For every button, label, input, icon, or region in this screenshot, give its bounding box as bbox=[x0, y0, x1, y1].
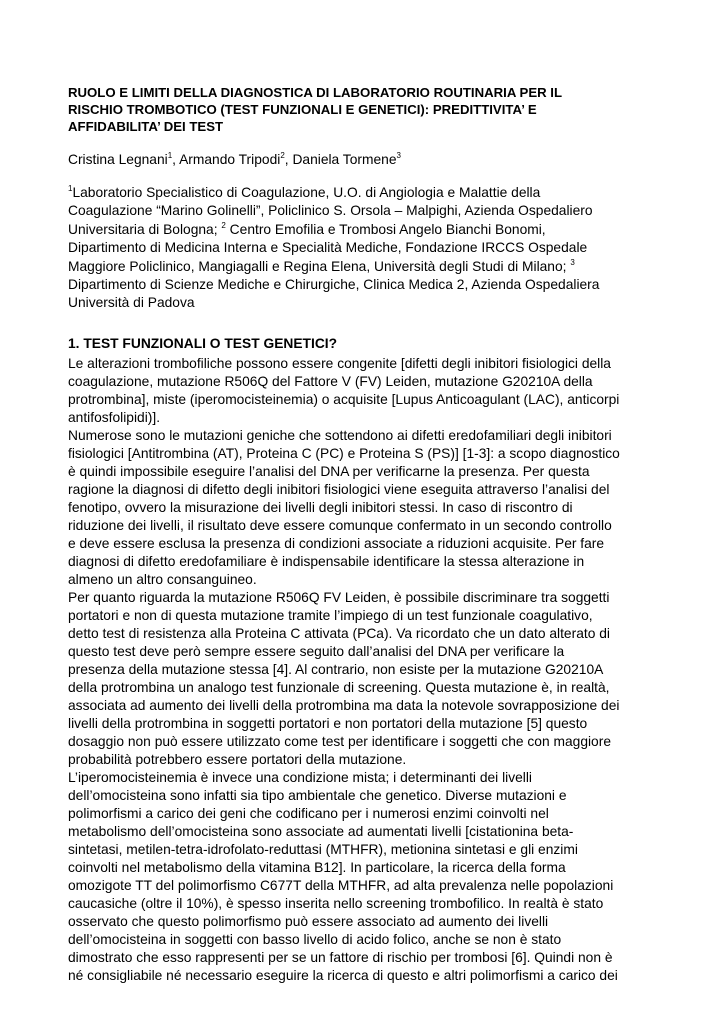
text-line: omozigote TT del polimorfismo C677T della MTHFR, ad alta prevalenza nelle popolazioni bbox=[68, 878, 614, 893]
document-title bbox=[68, 84, 648, 136]
text-line: ragione la diagnosi di difetto degli inibitori fisiologici viene eseguita attraverso l’analisi del bbox=[68, 482, 610, 497]
text-line: caucasiche (oltre il 10%), è spesso inserita nello screening trombofilico. In realtà è stato bbox=[68, 896, 604, 911]
text-line: dell’omocisteina in soggetti con basso livello di acido folico, anche se non è stato bbox=[68, 932, 562, 947]
title-line: AFFIDABILITA’ DEI TEST bbox=[68, 119, 224, 135]
text-line: diagnosi di difetto eredofamiliare è indispensabile identificare la stessa alterazione in bbox=[68, 554, 585, 569]
affiliation-line: Dipartimento di Medicina Interna e Specialità Mediche, Fondazione IRCCS Ospedale bbox=[68, 240, 588, 256]
text-line: coagulazione, mutazione R506Q del Fattore V (FV) Leiden, mutazione G20210A della bbox=[68, 374, 593, 389]
author-affiliation-marker: 1 bbox=[167, 151, 173, 160]
text-line: fenotipo, ovvero la misurazione dei livelli degli inibitori stessi. In caso di riscontro di bbox=[68, 500, 573, 515]
text-line: detto test di resistenza alla Proteina C attivata (PCa). Va ricordato che un dato alterato di bbox=[68, 626, 610, 641]
text-line: dosaggio non può essere utilizzato come test per identificare i soggetti che con maggiore bbox=[68, 734, 611, 749]
affiliation-line: Maggiore Policlinico, Mangiagalli e Regina Elena, Università degli Studi di Milano; $^3$ bbox=[68, 257, 575, 274]
text-line: sintetasi, metilen-tetra-idrofolato-reduttasi (MTHFR), metionina sintetasi e gli enzimi bbox=[68, 842, 578, 857]
text-line: Numerose sono le mutazioni geniche che sottendono ai difetti eredofamiliari degli inibitori bbox=[68, 428, 612, 443]
text-line: L’iperomocisteinemia è invece una condizione mista; i determinanti dei livelli bbox=[68, 770, 532, 785]
text-line: portatori e non di questa mutazione tramite l’impiego di un test funzionale coagulativo, bbox=[68, 608, 593, 623]
text-line: è quindi impossibile eseguire l’analisi del DNA per verificarne la presenza. Per questa bbox=[68, 464, 590, 479]
section-heading: 1. TEST FUNZIONALI O TEST GENETICI? bbox=[68, 336, 338, 351]
title-line: RISCHIO TROMBOTICO (TEST FUNZIONALI E GENETICI): PREDITTIVITA’ E bbox=[68, 102, 537, 118]
text-line: coinvolti nel metabolismo della vitamina B12]. In particolare, la ricerca della forma bbox=[68, 860, 566, 875]
author-list bbox=[68, 152, 401, 167]
affiliation-line: Universitaria di Bologna; $^2$ Centro Emofilia e Trombosi Angelo Bianchi Bonomi, bbox=[68, 220, 546, 237]
text-line: metabolismo dell’omocisteina sono associate ad aumentati livelli [cistationina beta- bbox=[68, 824, 574, 839]
title-line: RUOLO E LIMITI DELLA DIAGNOSTICA DI LABORATORIO ROUTINARIA PER IL bbox=[68, 85, 563, 100]
author-affiliation-marker: 3 bbox=[396, 151, 401, 160]
author-name: Armando Tripodi bbox=[179, 152, 281, 167]
paragraph bbox=[68, 769, 668, 985]
affiliation-line: $^1$Laboratorio Specialistico di Coagulazione, U.O. di Angiologia e Malattie della bbox=[68, 184, 541, 200]
text-line: della protrombina un analogo test funzionale di screening. Questa mutazione è, in realtà, bbox=[68, 680, 610, 695]
author-name: Cristina Legnani bbox=[68, 152, 168, 167]
author-affiliation-marker: 2 bbox=[280, 151, 285, 160]
text-line: associata ad aumento dei livelli della protrombina ma data la notevole sovrapposizione dei bbox=[68, 698, 620, 713]
text-line: antifosfolipidi)]. bbox=[68, 410, 161, 425]
text-line: protrombina], miste (iperomocisteinemia) o acquisite [Lupus Anticoagulant (LAC), anticorpi bbox=[68, 392, 620, 407]
text-line: almeno un altro consanguineo. bbox=[68, 572, 257, 587]
affiliation-line: Università di Padova bbox=[68, 295, 195, 311]
affiliations bbox=[68, 184, 668, 313]
affiliation-marker: 2 bbox=[221, 220, 226, 230]
affiliation-marker: 1 bbox=[68, 184, 73, 193]
text-line: polimorfismi a carico dei geni che codificano per i numerosi enzimi coinvolti nel bbox=[68, 806, 549, 821]
text-line: riduzione dei livelli, il risultato deve essere comunque confermato in un secondo controllo bbox=[68, 518, 612, 533]
paragraph bbox=[68, 427, 668, 589]
affiliation-marker: 3 bbox=[570, 257, 575, 267]
text-line: livelli della protrombina in soggetti portatori e non portatori della mutazione [5] questo bbox=[68, 716, 588, 731]
text-line: fisiologici [Antitrombina (AT), Proteina C (PC) e Proteina S (PS)] [1-3]: a scopo diagnostico bbox=[68, 446, 620, 461]
text-line: probabilità potrebbero essere portatori della mutazione. bbox=[68, 752, 407, 767]
paragraph bbox=[68, 355, 668, 427]
text-line: osservato che questo polimorfismo può essere associato ad aumento dei livelli bbox=[68, 914, 549, 929]
affiliation-line: Dipartimento di Scienze Mediche e Chirurgiche, Clinica Medica 2, Azienda Ospedaliera bbox=[68, 277, 600, 293]
text-line: questo test deve però sempre essere seguito dall’analisi del DNA per verificare la bbox=[68, 644, 565, 659]
text-line: Per quanto riguarda la mutazione R506Q FV Leiden, è possibile discriminare tra soggetti bbox=[68, 590, 610, 605]
author-separator: , bbox=[284, 152, 293, 167]
text-line: presenza della mutazione stessa [4]. Al contrario, non esiste per la mutazione G20210A bbox=[68, 662, 604, 677]
author-separator: , bbox=[172, 152, 180, 167]
text-line: dell’omocisteina sono infatti sia tipo ambientale che genetico. Diverse mutazioni e bbox=[68, 788, 567, 803]
text-line: dimostrato che esso rappresenti per se un fattore di rischio per trombosi [6]. Quindi non è bbox=[68, 950, 613, 965]
text-line: né consigliabile né necessario eseguire la ricerca di questo e altri polimorfismi a carico dei bbox=[68, 968, 618, 983]
text-line: Le alterazioni trombofiliche possono essere congenite [difetti degli inibitori fisiologici della bbox=[68, 356, 611, 371]
affiliation-line: Coagulazione “Marino Golinelli”, Policlinico S. Orsola – Malpighi, Azienda Ospedaliero bbox=[68, 203, 593, 219]
text-line: e deve essere esclusa la presenza di condizioni associate a riduzioni acquisite. Per fare bbox=[68, 536, 605, 551]
paragraph bbox=[68, 589, 668, 769]
author-name: Daniela Tormene bbox=[292, 152, 397, 167]
section-body bbox=[68, 355, 668, 985]
